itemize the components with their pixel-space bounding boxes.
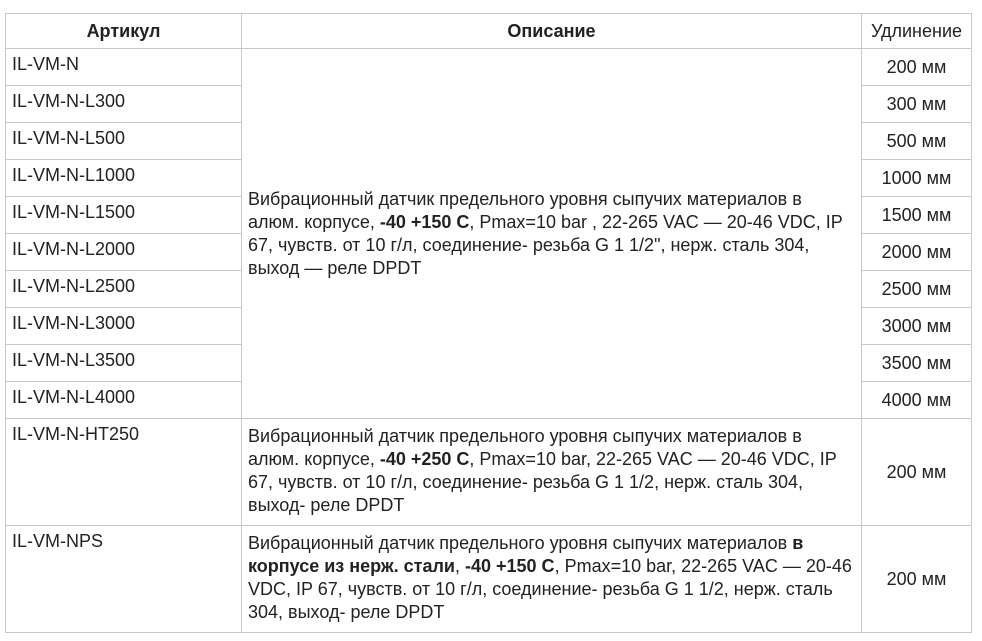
- extension-cell: 4000 мм: [862, 382, 972, 419]
- description-text: Вибрационный датчик предельного уровня сыпучих материалов: [248, 533, 793, 553]
- table-row: [6, 49, 972, 86]
- description-text: Вибрационный датчик предельного уровня сыпучих материалов в алюм. корпусе,: [248, 188, 802, 232]
- extension-cell: 1000 мм: [862, 160, 972, 197]
- description-cell: [242, 526, 862, 633]
- header-row: [6, 14, 972, 49]
- article-cell: IL-VM-N-L1500: [6, 197, 242, 234]
- header-description: Описание: [242, 14, 862, 49]
- extension-cell: 300 мм: [862, 86, 972, 123]
- description-cell: [242, 49, 862, 419]
- description-text: , Pmax=10 bar, 22-265 VAC — 20-46 VDC, IP 67, чувств. от 10 г/л, соединение- резьба G 1 1/2, нерж. сталь 304, выход- реле DPDT: [248, 449, 837, 515]
- temperature-range: -40 +250 С: [379, 449, 470, 469]
- header-extension: Удлинение: [862, 14, 972, 49]
- housing-material: в корпусе из нерж. стали: [248, 533, 804, 576]
- article-cell: IL-VM-N-L3500: [6, 345, 242, 382]
- article-cell: IL-VM-N-L4000: [6, 382, 242, 419]
- table-row: [6, 526, 972, 633]
- header-article: Артикул: [6, 14, 242, 49]
- product-table: [5, 13, 972, 633]
- extension-cell: 3500 мм: [862, 345, 972, 382]
- article-cell: IL-VM-N-L2000: [6, 234, 242, 271]
- description-text: , Pmax=10 bar, 22-265 VAC — 20-46 VDC, IP 67, чувств. от 10 г/л, соединение- резьба G 1 1/2, нерж. сталь 304, выход- реле DPDT: [248, 556, 852, 622]
- article-cell: IL-VM-N-HT250: [6, 419, 242, 526]
- extension-cell: 3000 мм: [862, 308, 972, 345]
- description-text: ,: [454, 556, 465, 576]
- article-cell: IL-VM-NPS: [6, 526, 242, 633]
- article-cell: IL-VM-N: [6, 49, 242, 86]
- article-cell: IL-VM-N-L3000: [6, 308, 242, 345]
- article-cell: IL-VM-N-L500: [6, 123, 242, 160]
- table-row: [6, 419, 972, 526]
- description-cell: [242, 419, 862, 526]
- extension-cell: 2000 мм: [862, 234, 972, 271]
- temperature-range: -40 +150 С: [379, 211, 470, 232]
- article-cell: IL-VM-N-L2500: [6, 271, 242, 308]
- temperature-range: -40 +150 С: [465, 556, 555, 576]
- extension-cell: 2500 мм: [862, 271, 972, 308]
- extension-cell: 500 мм: [862, 123, 972, 160]
- article-cell: IL-VM-N-L1000: [6, 160, 242, 197]
- description-text: , Pmax=10 bar , 22-265 VAC — 20-46 VDC, IP 67, чувств. от 10 г/л, соединение- резьба G 1 1/2", нерж. сталь 304, выход — реле DPDT: [248, 211, 843, 278]
- extension-cell: 200 мм: [862, 526, 972, 633]
- description-text: Вибрационный датчик предельного уровня сыпучих материалов в алюм. корпусе,: [248, 426, 802, 469]
- extension-cell: 200 мм: [862, 419, 972, 526]
- extension-cell: 200 мм: [862, 49, 972, 86]
- extension-cell: 1500 мм: [862, 197, 972, 234]
- article-cell: IL-VM-N-L300: [6, 86, 242, 123]
